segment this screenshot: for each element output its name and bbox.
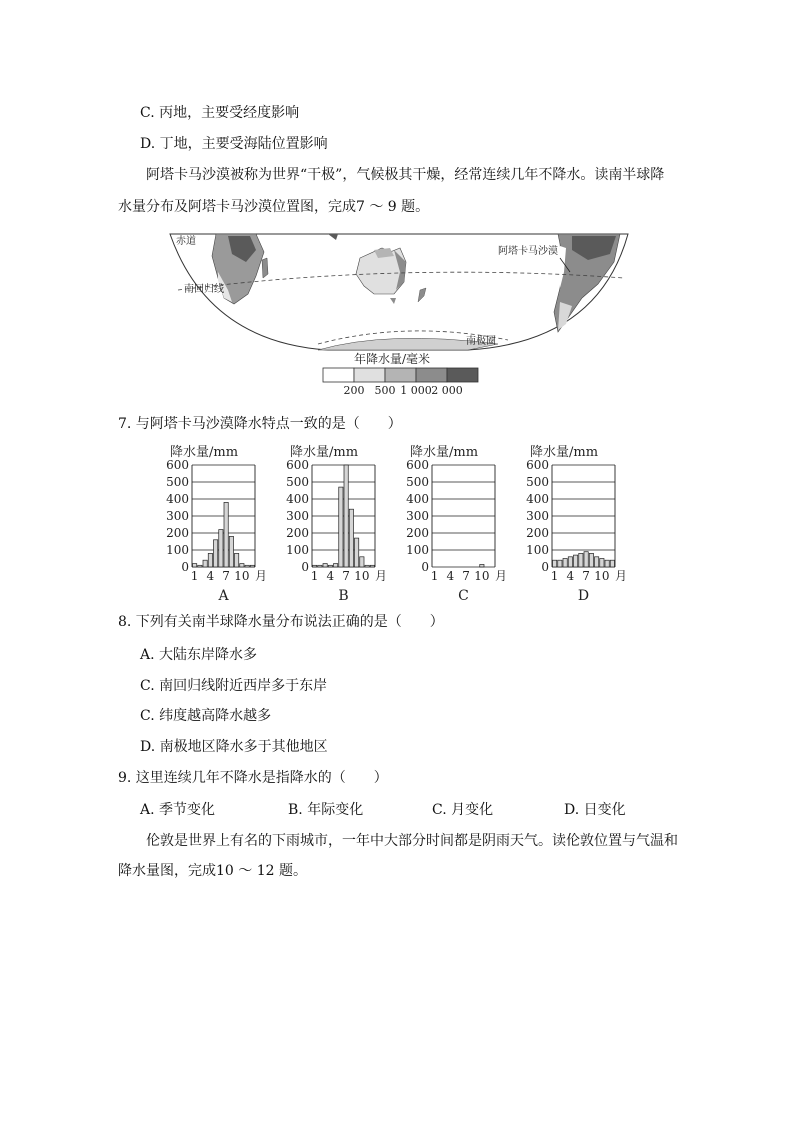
chart-bar <box>553 560 557 567</box>
chart-bar <box>323 564 327 567</box>
chart-ytick-label: 600 <box>166 458 189 472</box>
chart-xtick-label: 10 <box>474 569 490 583</box>
legend-swatch <box>385 368 416 382</box>
q6-option-d: D. 丁地，主要受海陆位置影响 <box>140 136 328 152</box>
chart-bar <box>344 465 348 567</box>
legend-value: 200 <box>343 384 365 397</box>
chart-a <box>166 440 296 605</box>
chart-ytick-label: 200 <box>286 526 309 540</box>
chart-ytick-label: 600 <box>526 458 549 472</box>
chart-xtick-label: 4 <box>566 569 575 583</box>
chart-xtick-label: 7 <box>582 569 590 583</box>
q8-option-c2: C. 纬度越高降水越多 <box>140 708 272 724</box>
legend-value: 2 000 <box>431 384 463 397</box>
chart-bar <box>334 564 338 567</box>
chart-bar <box>235 553 239 567</box>
chart-bar <box>313 565 317 567</box>
chart-bar <box>600 559 604 568</box>
legend-swatch <box>447 368 478 382</box>
q9-option-d: D. 日变化 <box>564 802 626 818</box>
chart-ytick-label: 100 <box>406 543 429 557</box>
q9-option-b: B. 年际变化 <box>288 802 364 818</box>
chart-xtick-label: 10 <box>594 569 610 583</box>
chart-ytick-label: 400 <box>286 492 309 506</box>
chart-bar <box>250 565 254 567</box>
label-tropic-of-capricorn: 南回归线 <box>184 284 224 295</box>
chart-x-unit: 月 <box>254 569 268 583</box>
chart-ytick-label: 200 <box>166 526 189 540</box>
chart-bar <box>318 565 322 567</box>
chart-bar <box>328 565 332 567</box>
legend-title: 年降水量/毫米 <box>354 352 431 366</box>
chart-bar <box>355 538 359 567</box>
chart-ytick-label: 0 <box>301 560 309 574</box>
chart-option-label: D <box>577 588 590 604</box>
chart-bar <box>339 487 343 567</box>
chart-ytick-label: 400 <box>406 492 429 506</box>
chart-bar <box>214 540 218 567</box>
question-9: 9. 这里连续几年不降水是指降水的（ ） <box>118 770 388 786</box>
chart-ylabel: 降水量/mm <box>170 445 239 460</box>
chart-bar <box>240 564 244 567</box>
chart-ytick-label: 100 <box>286 543 309 557</box>
q8-option-d: D. 南极地区降水多于其他地区 <box>140 739 328 755</box>
chart-b <box>286 440 416 605</box>
chart-ytick-label: 400 <box>166 492 189 506</box>
chart-bar <box>193 564 197 567</box>
chart-bar <box>563 559 567 568</box>
chart-ytick-label: 500 <box>166 475 189 489</box>
chart-ytick-label: 100 <box>526 543 549 557</box>
q9-option-c: C. 月变化 <box>432 802 494 818</box>
chart-d <box>526 440 656 605</box>
chart-bar <box>360 557 364 567</box>
chart-bar <box>574 555 578 567</box>
chart-ytick-label: 300 <box>166 509 189 523</box>
chart-xtick-label: 7 <box>342 569 350 583</box>
madagascar <box>262 258 268 278</box>
intro-london-line2: 降水量图，完成10 ～ 12 题。 <box>118 863 307 879</box>
chart-bar <box>245 565 249 567</box>
chart-xtick-label: 1 <box>550 569 559 583</box>
chart-ytick-label: 0 <box>181 560 189 574</box>
chart-option-label: A <box>218 588 229 604</box>
legend-swatch <box>354 368 385 382</box>
chart-bar <box>219 530 223 567</box>
q8-option-a: A. 大陆东岸降水多 <box>140 647 258 663</box>
chart-x-unit: 月 <box>614 569 628 583</box>
chart-bar <box>605 560 609 567</box>
chart-bar <box>589 553 593 567</box>
chart-ytick-label: 600 <box>286 458 309 472</box>
chart-ytick-label: 400 <box>526 492 549 506</box>
legend-value: 1 000 <box>400 384 432 397</box>
chart-ytick-label: 500 <box>526 475 549 489</box>
chart-ytick-label: 100 <box>166 543 189 557</box>
chart-xtick-label: 1 <box>190 569 199 583</box>
question-8: 8. 下列有关南半球降水量分布说法正确的是（ ） <box>118 614 444 630</box>
chart-bar <box>370 565 374 567</box>
chart-bar <box>224 502 228 567</box>
label-antarctic-circle: 南极圈 <box>466 336 496 347</box>
chart-bar <box>203 560 207 567</box>
chart-bar <box>558 560 562 567</box>
chart-option-label: B <box>338 588 349 604</box>
chart-ytick-label: 200 <box>526 526 549 540</box>
precipitation-legend <box>322 350 482 400</box>
q8-option-c: C. 南回归线附近西岸多于东岸 <box>140 678 328 694</box>
chart-bar <box>595 557 599 567</box>
question-7: 7. 与阿塔卡马沙漠降水特点一致的是（ ） <box>118 416 402 432</box>
chart-bar <box>349 509 353 567</box>
chart-ylabel: 降水量/mm <box>410 445 479 460</box>
chart-xtick-label: 1 <box>430 569 439 583</box>
intro-atacama-line1: 阿塔卡马沙漠被称为世界“干极”，气候极其干燥，经常连续几年不降水。读南半球降 <box>146 167 665 183</box>
chart-bar <box>579 553 583 567</box>
chart-xtick-label: 1 <box>310 569 319 583</box>
chart-bar <box>229 536 233 567</box>
chart-bar <box>208 553 212 567</box>
chart-ytick-label: 500 <box>406 475 429 489</box>
chart-option-label: C <box>458 588 469 604</box>
chart-ylabel: 降水量/mm <box>290 445 359 460</box>
label-atacama-desert: 阿塔卡马沙漠 <box>498 246 558 257</box>
chart-ylabel: 降水量/mm <box>530 445 599 460</box>
map-figure <box>168 232 630 352</box>
chart-xtick-label: 7 <box>462 569 470 583</box>
chart-ytick-label: 500 <box>286 475 309 489</box>
legend-swatches <box>323 368 478 382</box>
intro-london-line1: 伦敦是世界上有名的下雨城市，一年中大部分时间都是阴雨天气。读伦敦位置与气温和 <box>146 833 678 849</box>
chart-bar <box>480 564 484 567</box>
legend-labels <box>344 384 463 397</box>
chart-bar <box>610 560 614 567</box>
southern-hemisphere-precipitation-map <box>168 232 630 352</box>
chart-xtick-label: 4 <box>326 569 335 583</box>
chart-ytick-label: 0 <box>541 560 549 574</box>
chart-xtick-label: 4 <box>206 569 215 583</box>
chart-bar <box>584 552 588 567</box>
chart-ytick-label: 0 <box>421 560 429 574</box>
chart-c <box>406 440 536 605</box>
q6-option-c: C. 丙地，主要受经度影响 <box>140 105 300 121</box>
legend-swatch <box>323 368 354 382</box>
chart-bar <box>568 557 572 567</box>
chart-bar <box>365 565 369 567</box>
legend-swatch <box>416 368 447 382</box>
label-equator: 赤道 <box>176 236 196 247</box>
chart-ytick-label: 200 <box>406 526 429 540</box>
chart-xtick-label: 4 <box>446 569 455 583</box>
chart-x-unit: 月 <box>374 569 388 583</box>
legend-value: 500 <box>374 384 396 397</box>
chart-bar <box>198 565 202 567</box>
chart-ytick-label: 600 <box>406 458 429 472</box>
q9-option-a: A. 季节变化 <box>140 802 216 818</box>
chart-ytick-label: 300 <box>286 509 309 523</box>
intro-atacama-line2: 水量分布及阿塔卡马沙漠位置图，完成7 ～ 9 题。 <box>118 199 430 215</box>
chart-ytick-label: 300 <box>526 509 549 523</box>
chart-xtick-label: 10 <box>234 569 250 583</box>
chart-xtick-label: 7 <box>222 569 230 583</box>
chart-ytick-label: 300 <box>406 509 429 523</box>
chart-xtick-label: 10 <box>354 569 370 583</box>
chart-x-unit: 月 <box>494 569 508 583</box>
